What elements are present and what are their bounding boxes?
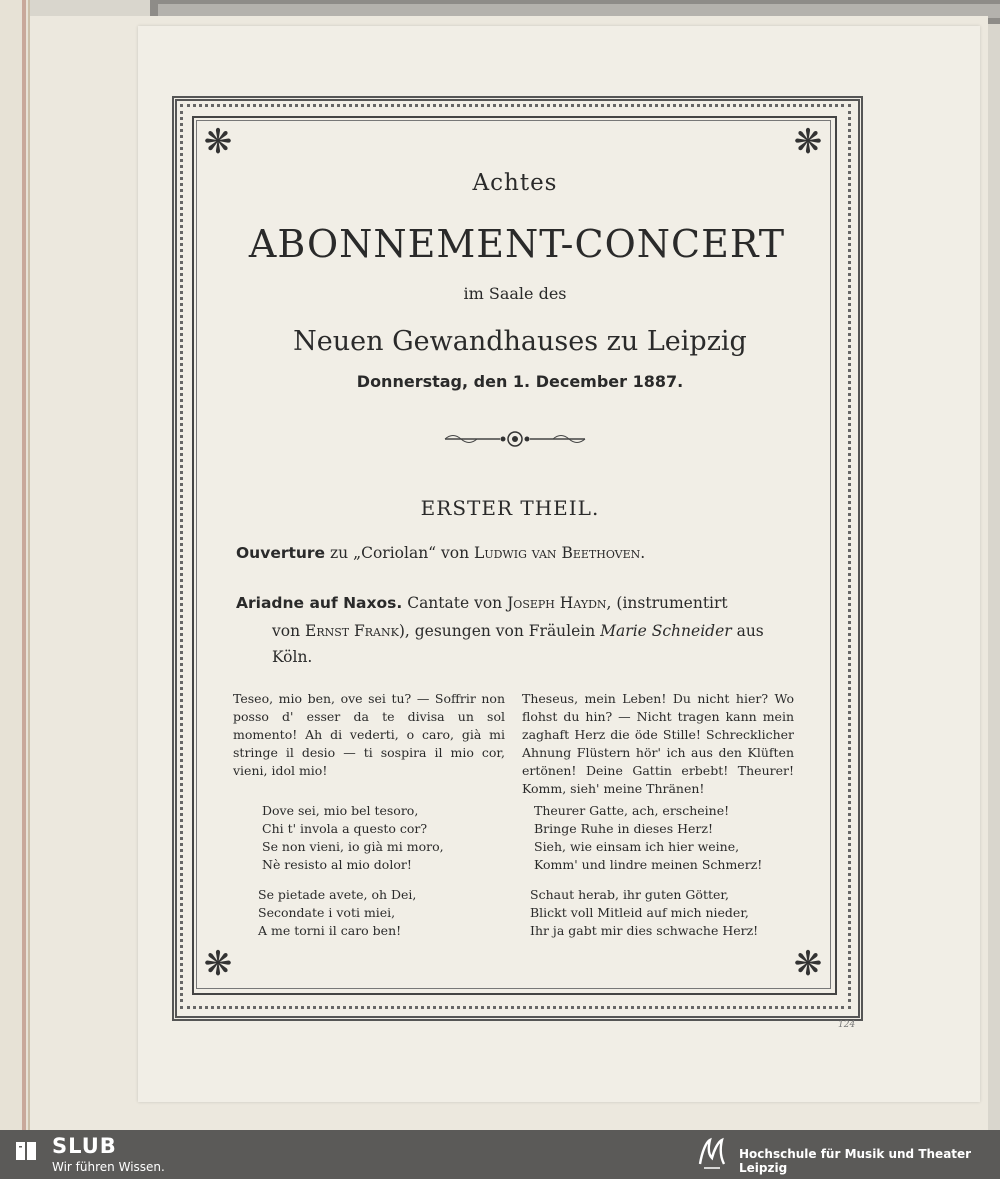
verse-italian-1 — [262, 802, 444, 874]
verse-line: Nè resisto al mio dolor! — [262, 857, 412, 872]
verse-line: Schaut herab, ihr guten Götter, — [530, 887, 729, 902]
venue-title: Neuen Gewandhauses zu Leipzig — [293, 326, 747, 357]
overture-composer: Ludwig van Beethoven — [474, 544, 641, 562]
ariadne-line-2 — [272, 622, 802, 640]
recitative-italian: Teseo, mio ben, ove sei tu? — Soffrir non posso d' esser da te divisa un sol momento! Ah di vederti, o caro, già mi stringe il desio — ti sospira il mio cor, vieni, idol mio! — [233, 691, 505, 778]
verse-line: Sieh, wie einsam ich hier weine, — [534, 839, 740, 854]
venue-prefix: im Saale des — [463, 284, 567, 303]
ariadne-text-5: aus — [731, 622, 764, 640]
ariadne-line-3: Köln. — [272, 648, 313, 666]
verse-line: Bringe Ruhe in dieses Herz! — [534, 821, 713, 836]
heading-main: ABONNEMENT-CONCERT — [248, 222, 786, 266]
heading-small: Achtes — [472, 170, 558, 196]
part-title: ERSTER THEIL. — [420, 496, 600, 520]
corner-ornament-icon: ❋ — [203, 944, 233, 984]
verse-line: Komm' und lindre meinen Schmerz! — [534, 857, 763, 872]
ariadne-singer: Marie Schneider — [600, 622, 732, 640]
ariadne-text-1: Cantate von — [402, 594, 508, 612]
verse-line: Theurer Gatte, ach, erscheine! — [534, 803, 730, 818]
pencil-annotation: 124 — [838, 1020, 856, 1030]
institution-name[interactable]: Hochschule für Musik und Theater Leipzig — [739, 1147, 972, 1175]
verse-line: Chi t' invola a questo cor? — [262, 821, 428, 836]
verse-line: Ihr ja gabt mir dies schwache Herz! — [530, 923, 759, 938]
ariadne-text-2: , (instrumentirt — [606, 594, 728, 612]
recitative-german: Theseus, mein Leben! Du nicht hier? Wo flohst du hin? — Nicht tragen kann mein zaghaft Herz die öde Stille! Schrecklicher Ahnung Flüstern hör' ich aus den Klüften ertönen! Deine Gattin erbebt! Theurer! Komm, sieh' meine Thränen! — [522, 691, 794, 796]
corner-ornament-icon: ❋ — [793, 944, 823, 984]
library-name[interactable]: SLUB — [52, 1134, 117, 1158]
corner-ornament-icon: ❋ — [793, 122, 823, 162]
corner-ornament-icon: ❋ — [203, 122, 233, 162]
concert-date: Donnerstag, den 1. December 1887. — [356, 372, 684, 391]
verse-line: Blickt voll Mitleid auf mich nieder, — [530, 905, 749, 920]
verse-line: Dove sei, mio bel tesoro, — [262, 803, 419, 818]
ariadne-title: Ariadne auf Naxos. — [236, 594, 403, 612]
verse-german-1 — [534, 802, 762, 874]
ariadne-composer: Joseph Haydn — [507, 594, 607, 612]
verse-italian-2 — [258, 886, 416, 940]
verse-line: Secondate i voti miei, — [258, 905, 396, 920]
library-tagline: Wir führen Wissen. — [52, 1160, 165, 1174]
verse-line: A me torni il caro ben! — [258, 923, 402, 938]
institution-logo-icon — [694, 1134, 730, 1174]
ariadne-line-1 — [236, 594, 802, 612]
divider-ornament-icon — [440, 428, 590, 450]
overture-entry — [236, 544, 796, 562]
overture-end: . — [640, 544, 646, 562]
book-cover-edge — [0, 0, 30, 1130]
book-icon — [14, 1139, 38, 1163]
footer-bar — [0, 1130, 1000, 1179]
overture-text: zu „Coriolan“ von — [325, 544, 475, 562]
ariadne-arranger: Ernst Frank — [305, 622, 399, 640]
verse-line: Se pietade avete, oh Dei, — [258, 887, 417, 902]
ariadne-text-3: von — [272, 622, 305, 640]
overture-title: Ouverture — [236, 544, 326, 562]
ariadne-text-4: ), gesungen von Fräulein — [398, 622, 601, 640]
verse-german-2 — [530, 886, 758, 940]
verse-line: Se non vieni, io già mi moro, — [262, 839, 444, 854]
